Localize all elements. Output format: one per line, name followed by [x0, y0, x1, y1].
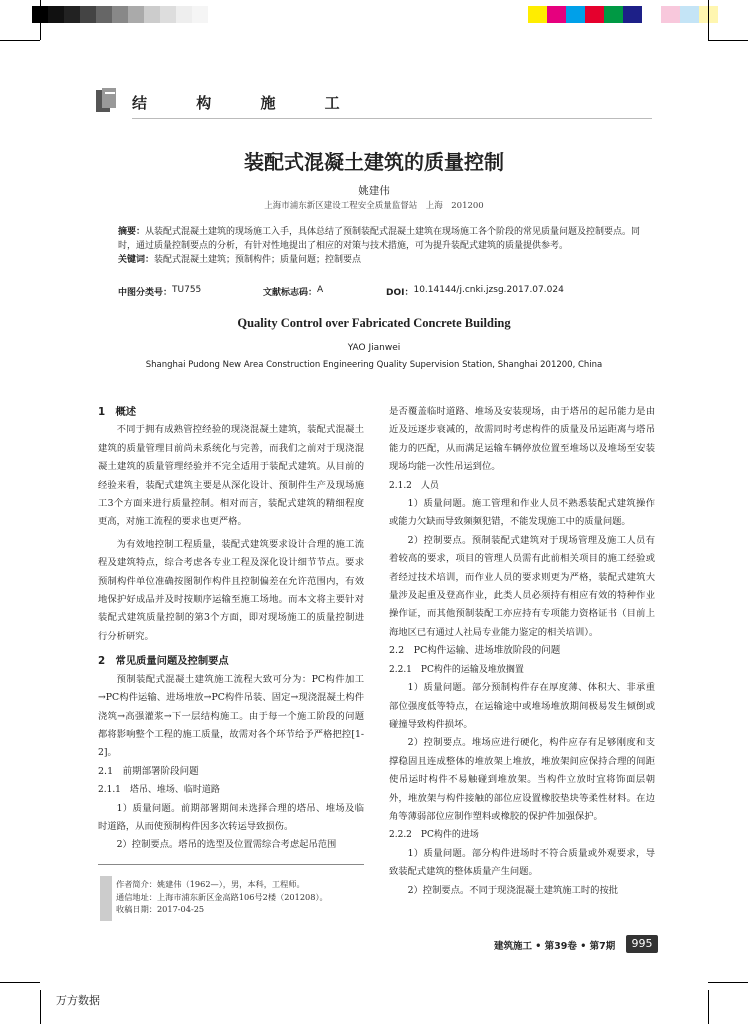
paragraph: 1）质量问题。施工管理和作业人员不熟悉装配式建筑操作或能力欠缺而导致频频犯错，不能发现施工中的质量问题。 — [389, 498, 655, 528]
heading-2-1: 2.1 前期部署阶段问题 — [98, 765, 199, 777]
crop-mark — [708, 982, 748, 983]
paragraph: 2）控制要点。塔吊的选型及位置需综合考虑起吊范围 — [116, 839, 337, 851]
footnote-rule — [98, 864, 364, 865]
footnote-line: 收稿日期：2017-04-25 — [116, 904, 205, 914]
footnote-marker — [100, 876, 112, 921]
body-right-column — [389, 403, 655, 900]
paragraph: 预制装配式混凝土建筑施工流程大致可分为：PC构件加工→PC构件运输、进场堆放→PC构件吊装、固定→现浇混凝土构件浇筑→高强灌浆→下一层结构施工。由于每一个施工阶段的问题都将影响整个工程的施工质量，故需对各个环节给予严格把控[1-2]。 — [98, 673, 364, 759]
heading-2-1-1: 2.1.1 塔吊、堆场、临时道路 — [98, 785, 220, 796]
paper-title: 装配式混凝土建筑的质量控制 — [244, 150, 504, 174]
crop-mark — [708, 0, 709, 40]
crop-mark — [0, 40, 40, 41]
paragraph: 2）控制要点。预制装配式建筑对于现场管理及施工人员有着较高的要求，项目的管理人员需有此前相关项目的施工经验或者经过技术培训，而作业人员的要求则更为严格，装配式建筑大量涉及起重及登高作业，此类人员必须持有相应有效的特种作业操作证，而其他预制装配工亦应持有专项能力资格证书（目前上海地区已有通过人社局专业能力鉴定的相关培训）。 — [389, 534, 655, 638]
section-title: 结 构 施 工 — [132, 94, 362, 112]
grayscale-bar — [32, 6, 208, 23]
paragraph: 1）质量问题。部分构件进场时不符合质量或外观要求，导致装配式建筑的整体质量产生问题。 — [389, 847, 655, 878]
crop-mark — [40, 990, 41, 1024]
heading-2: 2 常见质量问题及控制要点 — [98, 655, 229, 668]
doc-code-label: 文献标志码： — [263, 288, 318, 298]
paragraph: 1）质量问题。部分预制构件存在厚度薄、体积大、非承重部位强度低等特点，在运输途中或堆场堆放期间极易发生倾倒或碰撞导致构件损坏。 — [389, 682, 655, 730]
author: 姚建伟 — [358, 185, 390, 197]
clc-label: 中图分类号： — [118, 288, 173, 298]
footnote-line: 通信地址：上海市浦东新区金高路106号2楼（201208）。 — [116, 891, 328, 902]
page-number: 995 — [626, 935, 658, 953]
abstract — [118, 225, 648, 267]
paragraph: 是否覆盖临时道路、堆场及安装现场，由于塔吊的起吊能力是由近及远逐步衰减的，故需同时考虑构件的质量及吊运距离与塔吊能力的匹配，从而满足运输车辆停放位置至堆场以及堆场至安装现场均能一次性吊运到位。 — [389, 406, 655, 473]
heading-2-2-1: 2.2.1 PC构件的运输及堆放搁置 — [389, 664, 524, 675]
doi-value: 10.14144/j.cnki.jzsg.2017.07.024 — [413, 285, 564, 295]
paragraph: 为有效地控制工程质量，装配式建筑要求设计合理的施工流程及建筑特点，综合考虑各专业工程及深化设计细节节点。要求预制构件单位准确按图制作构件且控制偏差在允许范围内，有效地保护好成品并及时按顺序运输至施工场地。而本文将主要针对装配式建筑质量控制的第3个方面，即对现场施工的质量控制进行分析研究。 — [98, 538, 364, 642]
heading-2-2: 2.2 PC构件运输、进场堆放阶段的问题 — [389, 645, 561, 657]
footnote-line: 作者简介：姚建伟（1962—），男，本科，工程师。 — [116, 879, 305, 889]
crop-mark — [708, 990, 709, 1024]
doc-code-value: A — [317, 285, 324, 295]
paragraph: 2）控制要点。不同于现浇混凝土建筑施工时的按批 — [407, 884, 619, 896]
clc-value: TU755 — [172, 285, 202, 295]
paragraph: 1）质量问题。前期部署期间未选择合理的塔吊、堆场及临时道路，从而使预制构件因多次转运导致损伤。 — [98, 802, 364, 832]
section-icon — [96, 88, 118, 114]
journal-footer: 建筑施工 • 第39卷 • 第7期 — [494, 941, 616, 952]
color-bar — [528, 6, 718, 23]
watermark: 万方数据 — [56, 994, 100, 1007]
heading-1: 1 概述 — [98, 406, 137, 418]
crop-mark — [708, 40, 748, 41]
heading-2-1-2: 2.1.2 人员 — [389, 480, 439, 491]
heading-2-2-2: 2.2.2 PC构件的进场 — [389, 830, 479, 841]
keywords: 装配式混凝土建筑；预制构件；质量问题；控制要点 — [154, 255, 362, 265]
abstract-text: 从装配式混凝土建筑的现场施工入手，具体总结了预制装配式混凝土建筑在现场施工各个阶段的常见质量问题及控制要点。同时，通过质量控制要点的分析，有针对性地提出了相应的对策与技术措施，可为提升装配式建筑的质量提供参考。 — [118, 227, 641, 251]
header-rule — [132, 118, 652, 119]
author-footnote — [116, 878, 366, 916]
paragraph: 不同于拥有成熟管控经验的现浇混凝土建筑，装配式混凝土建筑的质量管理目前尚未系统化与完善，而我们之前对于现浇混凝土建筑的质量管理经验并不完全适用于装配式建筑。从目前的经验来看，装配式建筑主要是从深化设计、预制件生产及现场施工3个方面来进行质量控制。相对而言，装配式建筑的精细程度更高，对施工流程的要求也更严格。 — [98, 424, 364, 528]
body-left-column — [98, 403, 364, 855]
keywords-label: 关键词： — [118, 255, 155, 265]
doi-label: DOI： — [386, 288, 414, 298]
english-affiliation: Shanghai Pudong New Area Construction Engineering Quality Supervision Station, Shanghai 201200, China — [145, 360, 603, 370]
crop-mark — [0, 982, 40, 983]
english-author: YAO Jianwei — [347, 343, 401, 353]
abstract-label: 摘要： — [118, 227, 146, 237]
crop-mark — [40, 0, 41, 40]
affiliation: 上海市浦东新区建设工程安全质量监督站 上海 201200 — [264, 201, 484, 211]
english-title: Quality Control over Fabricated Concrete Building — [237, 316, 511, 330]
paragraph: 2）控制要点。堆场应进行硬化，构件应存有足够刚度和支撑稳固且连成整体的堆放架上堆放，堆放架间应保持合理的间距使吊运时构件不易触碰到堆放架。当构件立放时宜将饰面层朝外，堆放架与构件接触的部位应设置橡胶垫块等柔性材料。在边角等薄弱部位应制作塑料或橡胶的保护件加强保护。 — [389, 737, 655, 822]
